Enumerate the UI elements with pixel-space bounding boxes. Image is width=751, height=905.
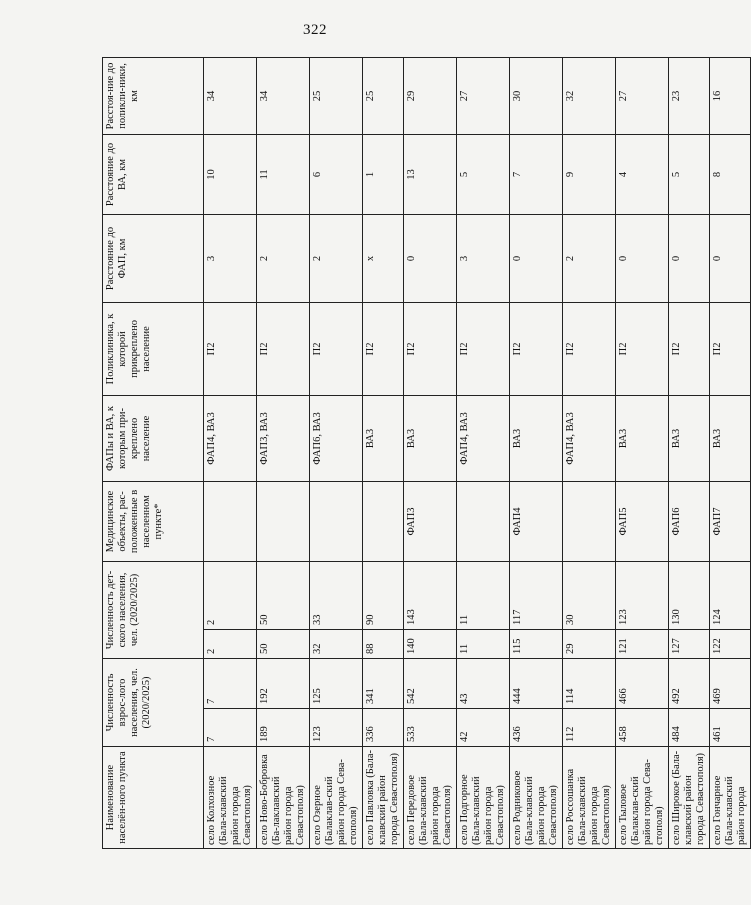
cell-adult-2020: 7: [204, 709, 257, 747]
cell-clinic: П2: [257, 302, 310, 395]
table-row: [669, 57, 710, 848]
cell-child-2025: 30: [563, 561, 616, 629]
cell-adult-2025: 125: [310, 658, 363, 708]
cell-dist-fap: 0: [669, 214, 710, 302]
cell-child-2025: 50: [257, 561, 310, 629]
cell-fap-va: ВА3: [404, 395, 457, 481]
cell-dist-clinic: 25: [310, 57, 363, 134]
cell-name: село Передовое (Бала-клавский район города Севастополя): [404, 747, 457, 849]
cell-adult-2020: 336: [363, 709, 404, 747]
cell-adult-2025: 7: [204, 658, 257, 708]
cell-adult-2025: 492: [669, 658, 710, 708]
cell-adult-2020: 533: [404, 709, 457, 747]
cell-dist-clinic: 25: [363, 57, 404, 134]
cell-adult-2025: 469: [710, 658, 751, 708]
cell-name: село Ново-Бобровка (Ба-лаклавский район города Севастополя): [257, 747, 310, 849]
cell-dist-clinic: 29: [404, 57, 457, 134]
cell-adult-2025: 114: [563, 658, 616, 708]
cell-dist-va: 10: [204, 134, 257, 214]
cell-adult-2025: 542: [404, 658, 457, 708]
header-clinic: Поликлиника, к которой прикреплено население: [103, 302, 204, 395]
cell-child-2020: 50: [257, 629, 310, 658]
cell-medical: [204, 481, 257, 561]
cell-dist-fap: 0: [510, 214, 563, 302]
cell-adult-2020: 189: [257, 709, 310, 747]
cell-clinic: П2: [404, 302, 457, 395]
cell-child-2020: 127: [669, 629, 710, 658]
cell-dist-clinic: 34: [204, 57, 257, 134]
cell-dist-fap: 0: [616, 214, 669, 302]
cell-child-2020: 115: [510, 629, 563, 658]
cell-child-2025: 123: [616, 561, 669, 629]
cell-clinic: П2: [204, 302, 257, 395]
cell-dist-clinic: 34: [257, 57, 310, 134]
cell-clinic: П2: [457, 302, 510, 395]
cell-child-2020: 121: [616, 629, 669, 658]
cell-fap-va: ВА3: [669, 395, 710, 481]
cell-name: село Павловка (Бала-клавский район города Севастополя): [363, 747, 404, 849]
page-number: 322: [303, 22, 327, 38]
cell-medical: [563, 481, 616, 561]
cell-name: село Тыловое (Балаклав-ский район города Сева-стополя): [616, 747, 669, 849]
cell-clinic: П2: [563, 302, 616, 395]
cell-name: село Гончарное (Бала-клавский район города: [710, 747, 751, 849]
cell-clinic: П2: [710, 302, 751, 395]
cell-child-2020: 29: [563, 629, 616, 658]
table-header-row: [103, 57, 204, 848]
cell-name: село Озерное (Балаклав-ский район города Сева-стополя): [310, 747, 363, 849]
cell-dist-fap: 2: [310, 214, 363, 302]
cell-clinic: П2: [616, 302, 669, 395]
cell-adult-2025: 192: [257, 658, 310, 708]
cell-clinic: П2: [669, 302, 710, 395]
table-row: [710, 57, 751, 848]
cell-medical: [457, 481, 510, 561]
cell-adult-2025: 341: [363, 658, 404, 708]
cell-adult-2020: 123: [310, 709, 363, 747]
cell-dist-clinic: 16: [710, 57, 751, 134]
cell-dist-va: 1: [363, 134, 404, 214]
header-dist-clinic: Расстоя-ние до поликли-ники, км: [103, 57, 204, 134]
cell-child-2025: 2: [204, 561, 257, 629]
table-row: [363, 57, 404, 848]
header-fap-va: ФАПы и ВА, к которым при-креплено население: [103, 395, 204, 481]
cell-dist-clinic: 23: [669, 57, 710, 134]
cell-dist-va: 13: [404, 134, 457, 214]
cell-dist-clinic: 27: [457, 57, 510, 134]
cell-adult-2020: 436: [510, 709, 563, 747]
table-row: [563, 57, 616, 848]
cell-fap-va: ВА3: [510, 395, 563, 481]
cell-dist-fap: х: [363, 214, 404, 302]
cell-name: село Родниковое (Бала-клавский район города Севастополя): [510, 747, 563, 849]
cell-medical: ФАП3: [404, 481, 457, 561]
cell-fap-va: ФАП6, ВА3: [310, 395, 363, 481]
cell-medical: ФАП6: [669, 481, 710, 561]
cell-dist-va: 7: [510, 134, 563, 214]
cell-adult-2025: 466: [616, 658, 669, 708]
cell-fap-va: ВА3: [616, 395, 669, 481]
cell-dist-va: 11: [257, 134, 310, 214]
header-adult: Численность взрос-лого населения, чел. (2020/2025): [103, 658, 204, 746]
cell-dist-va: 5: [457, 134, 510, 214]
cell-name: село Россошанка (Бала-клавский район города Севастополя): [563, 747, 616, 849]
cell-dist-clinic: 32: [563, 57, 616, 134]
cell-child-2025: 11: [457, 561, 510, 629]
header-name: Наименование населён-ного пункта: [103, 747, 204, 849]
header-medical: Медицинские объекты, рас-положенные в населенном пункте*: [103, 481, 204, 561]
cell-child-2020: 2: [204, 629, 257, 658]
cell-fap-va: ФАП4, ВА3: [457, 395, 510, 481]
cell-adult-2025: 444: [510, 658, 563, 708]
table-row: [404, 57, 457, 848]
cell-adult-2020: 458: [616, 709, 669, 747]
cell-child-2025: 117: [510, 561, 563, 629]
cell-medical: [310, 481, 363, 561]
table-row: [257, 57, 310, 848]
cell-medical: [363, 481, 404, 561]
cell-name: село Широкое (Бала-клавский район города Севастополя): [669, 747, 710, 849]
cell-fap-va: ВА3: [363, 395, 404, 481]
cell-child-2020: 11: [457, 629, 510, 658]
cell-dist-fap: 2: [563, 214, 616, 302]
cell-clinic: П2: [363, 302, 404, 395]
cell-dist-fap: 0: [710, 214, 751, 302]
table-row: [616, 57, 669, 848]
cell-adult-2020: 484: [669, 709, 710, 747]
cell-child-2025: 124: [710, 561, 751, 629]
cell-child-2020: 32: [310, 629, 363, 658]
table-row: [204, 57, 257, 848]
cell-dist-va: 9: [563, 134, 616, 214]
cell-child-2020: 140: [404, 629, 457, 658]
cell-dist-va: 8: [710, 134, 751, 214]
cell-adult-2020: 461: [710, 709, 751, 747]
cell-fap-va: ФАП4, ВА3: [563, 395, 616, 481]
cell-fap-va: ФАП3, ВА3: [257, 395, 310, 481]
header-child: Численность дет-ского населения, чел. (2020/2025): [103, 561, 204, 658]
cell-child-2025: 33: [310, 561, 363, 629]
cell-dist-clinic: 27: [616, 57, 669, 134]
cell-dist-fap: 3: [457, 214, 510, 302]
settlements-table: [102, 57, 751, 849]
cell-fap-va: ФАП4, ВА3: [204, 395, 257, 481]
cell-fap-va: ВА3: [710, 395, 751, 481]
cell-dist-va: 5: [669, 134, 710, 214]
rotated-table-container: [102, 58, 747, 849]
cell-medical: ФАП7: [710, 481, 751, 561]
cell-name: село Подгорное (Бала-клавский район города Севастополя): [457, 747, 510, 849]
cell-child-2025: 130: [669, 561, 710, 629]
cell-dist-clinic: 30: [510, 57, 563, 134]
header-dist-fap: Расстояние до ФАП, км: [103, 214, 204, 302]
cell-dist-fap: 0: [404, 214, 457, 302]
table-row: [310, 57, 363, 848]
cell-dist-va: 6: [310, 134, 363, 214]
table-row: [457, 57, 510, 848]
header-dist-va: Расстояние до ВА, км: [103, 134, 204, 214]
cell-medical: ФАП5: [616, 481, 669, 561]
cell-dist-fap: 3: [204, 214, 257, 302]
cell-adult-2020: 42: [457, 709, 510, 747]
cell-clinic: П2: [310, 302, 363, 395]
cell-dist-fap: 2: [257, 214, 310, 302]
cell-medical: ФАП4: [510, 481, 563, 561]
cell-adult-2025: 43: [457, 658, 510, 708]
cell-child-2020: 122: [710, 629, 751, 658]
cell-child-2025: 90: [363, 561, 404, 629]
cell-name: село Колхозное (Бала-клавский район города Севастополя): [204, 747, 257, 849]
cell-adult-2020: 112: [563, 709, 616, 747]
cell-child-2025: 143: [404, 561, 457, 629]
cell-dist-va: 4: [616, 134, 669, 214]
table-row: [510, 57, 563, 848]
cell-medical: [257, 481, 310, 561]
cell-clinic: П2: [510, 302, 563, 395]
cell-child-2020: 88: [363, 629, 404, 658]
